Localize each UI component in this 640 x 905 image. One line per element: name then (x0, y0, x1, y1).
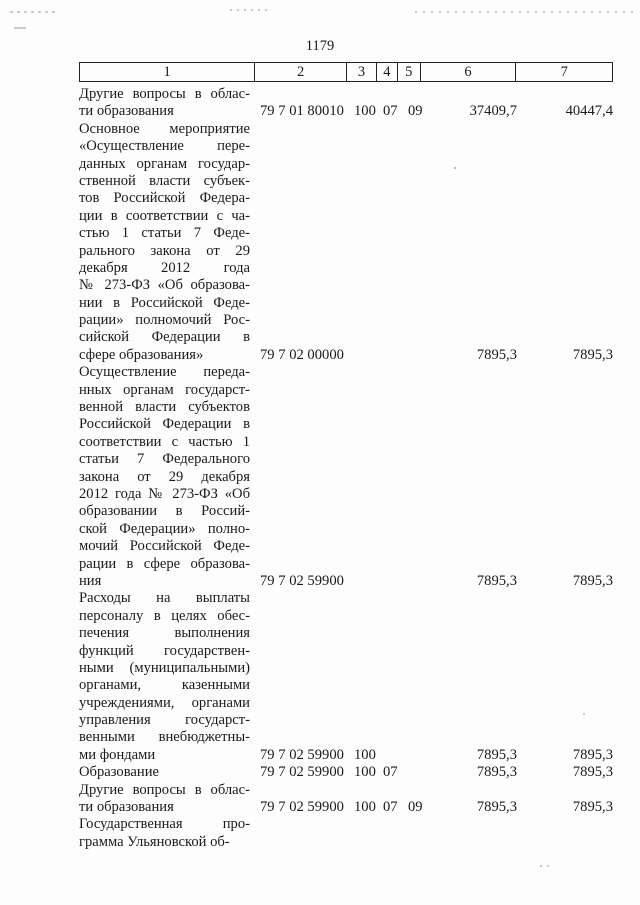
description-line: венными внебюджетны- (79, 729, 250, 746)
expense-type: 100 (354, 799, 376, 816)
description-line: ственной власти субъек- (79, 172, 250, 189)
target-code: 79 7 02 59900 (260, 746, 344, 763)
description-line: данных органам государ- (79, 155, 250, 172)
amount-year-1: 7895,3 (476, 346, 517, 363)
description-line: Другие вопросы в облас- (79, 781, 250, 798)
description-line: тов Российской Федера- (79, 190, 250, 207)
row-description (79, 590, 250, 764)
expense-type: 100 (354, 764, 376, 781)
amount-year-2: 7895,3 (572, 764, 613, 781)
row-values (79, 747, 613, 764)
expense-type: 100 (354, 103, 376, 120)
subsection-code: 09 (408, 799, 423, 816)
table-row (79, 86, 613, 121)
description-line: ской Федерации» полно- (79, 520, 250, 537)
header-col-7: 7 (560, 64, 568, 80)
table-row (79, 782, 613, 817)
description-line: Российской Федерации в (79, 416, 250, 433)
description-line: Расходы на выплаты (79, 590, 250, 607)
table-row (79, 764, 613, 781)
description-line: Осуществление переда- (79, 364, 250, 381)
description-line: образовании в Россий- (79, 503, 250, 520)
target-code: 79 7 02 59900 (260, 572, 344, 589)
target-code: 79 7 01 80010 (260, 103, 344, 120)
section-code: 07 (383, 799, 398, 816)
description-line: рального закона от 29 (79, 242, 250, 259)
header-col-5: 5 (398, 63, 421, 81)
description-line: «Осуществление пере- (79, 138, 250, 155)
description-line: грамма Ульяновской об- (79, 833, 230, 850)
description-line: ти образования (79, 799, 174, 816)
row-values (79, 764, 613, 781)
table-row (79, 590, 613, 764)
row-values (79, 347, 613, 364)
target-code: 79 7 02 59900 (260, 799, 344, 816)
description-line: ми фондами (79, 746, 156, 763)
description-line: стью 1 статьи 7 Феде- (79, 225, 250, 242)
subsection-code: 09 (408, 103, 423, 120)
table-body (79, 86, 613, 851)
description-line: соответствии с частью 1 (79, 433, 250, 450)
row-values (79, 834, 613, 851)
description-line: декабря 2012 года (79, 259, 250, 276)
section-code: 07 (383, 764, 398, 781)
row-values (79, 103, 613, 120)
description-line: сфере образования» (79, 346, 204, 363)
description-line: ния (79, 572, 102, 589)
header-col-1: 1 (80, 63, 255, 81)
amount-year-1: 37409,7 (469, 103, 517, 120)
description-line: ти образования (79, 103, 174, 120)
row-values (79, 573, 613, 590)
description-line: № 273-ФЗ «Об образова- (79, 277, 250, 294)
description-line: сийской Федерации в (79, 329, 250, 346)
description-line: закона от 29 декабря (79, 468, 250, 485)
header-col-3: 3 (347, 63, 377, 81)
amount-year-2: 7895,3 (572, 799, 613, 816)
amount-year-2: 7895,3 (572, 746, 613, 763)
amount-year-2: 7895,3 (572, 572, 613, 589)
table-row (79, 364, 613, 590)
description-line: ными (муниципальными) (79, 659, 250, 676)
description-line: Государственная про- (79, 816, 250, 833)
description-line: учреждениями, органами (79, 694, 250, 711)
target-code: 79 7 02 59900 (260, 764, 344, 781)
description-line: органами, казенными (79, 677, 250, 694)
description-line: функций государствен- (79, 642, 250, 659)
amount-year-2: 7895,3 (572, 346, 613, 363)
description-line: мочий Российской Феде- (79, 538, 250, 555)
description-line: рации» полномочий Рос- (79, 312, 250, 329)
row-values (79, 799, 613, 816)
amount-year-1: 7895,3 (476, 799, 517, 816)
description-line: печения выполнения (79, 625, 250, 642)
table-header (79, 62, 613, 82)
amount-year-2: 40447,4 (565, 103, 613, 120)
header-col-2: 2 (255, 63, 347, 81)
section-code: 07 (383, 103, 398, 120)
amount-year-1: 7895,3 (476, 764, 517, 781)
table-row (79, 816, 613, 851)
amount-year-1: 7895,3 (476, 572, 517, 589)
description-line: ции в соответствии с ча- (79, 207, 250, 224)
description-line: рации в сфере образова- (79, 555, 250, 572)
row-description (79, 364, 250, 590)
header-col-4: 4 (377, 63, 398, 81)
amount-year-1: 7895,3 (476, 746, 517, 763)
description-line: персоналу в целях обес- (79, 607, 250, 624)
table-row (79, 121, 613, 364)
description-line: венной власти субъектов (79, 399, 250, 416)
description-line: Образование (79, 764, 159, 781)
description-line: Основное мероприятие (79, 120, 250, 137)
expense-type: 100 (354, 746, 376, 763)
target-code: 79 7 02 00000 (260, 346, 344, 363)
description-line: 2012 года № 273-ФЗ «Об (79, 485, 250, 502)
description-line: нии в Российской Феде- (79, 294, 250, 311)
description-line: Другие вопросы в облас- (79, 86, 250, 102)
description-line: статьи 7 Федерального (79, 451, 250, 468)
header-col-6: 6 (421, 63, 517, 81)
page-number: 1179 (305, 38, 335, 54)
row-description (79, 121, 250, 364)
description-line: нных органам государст- (79, 381, 250, 398)
description-line: управления государст- (79, 712, 250, 729)
